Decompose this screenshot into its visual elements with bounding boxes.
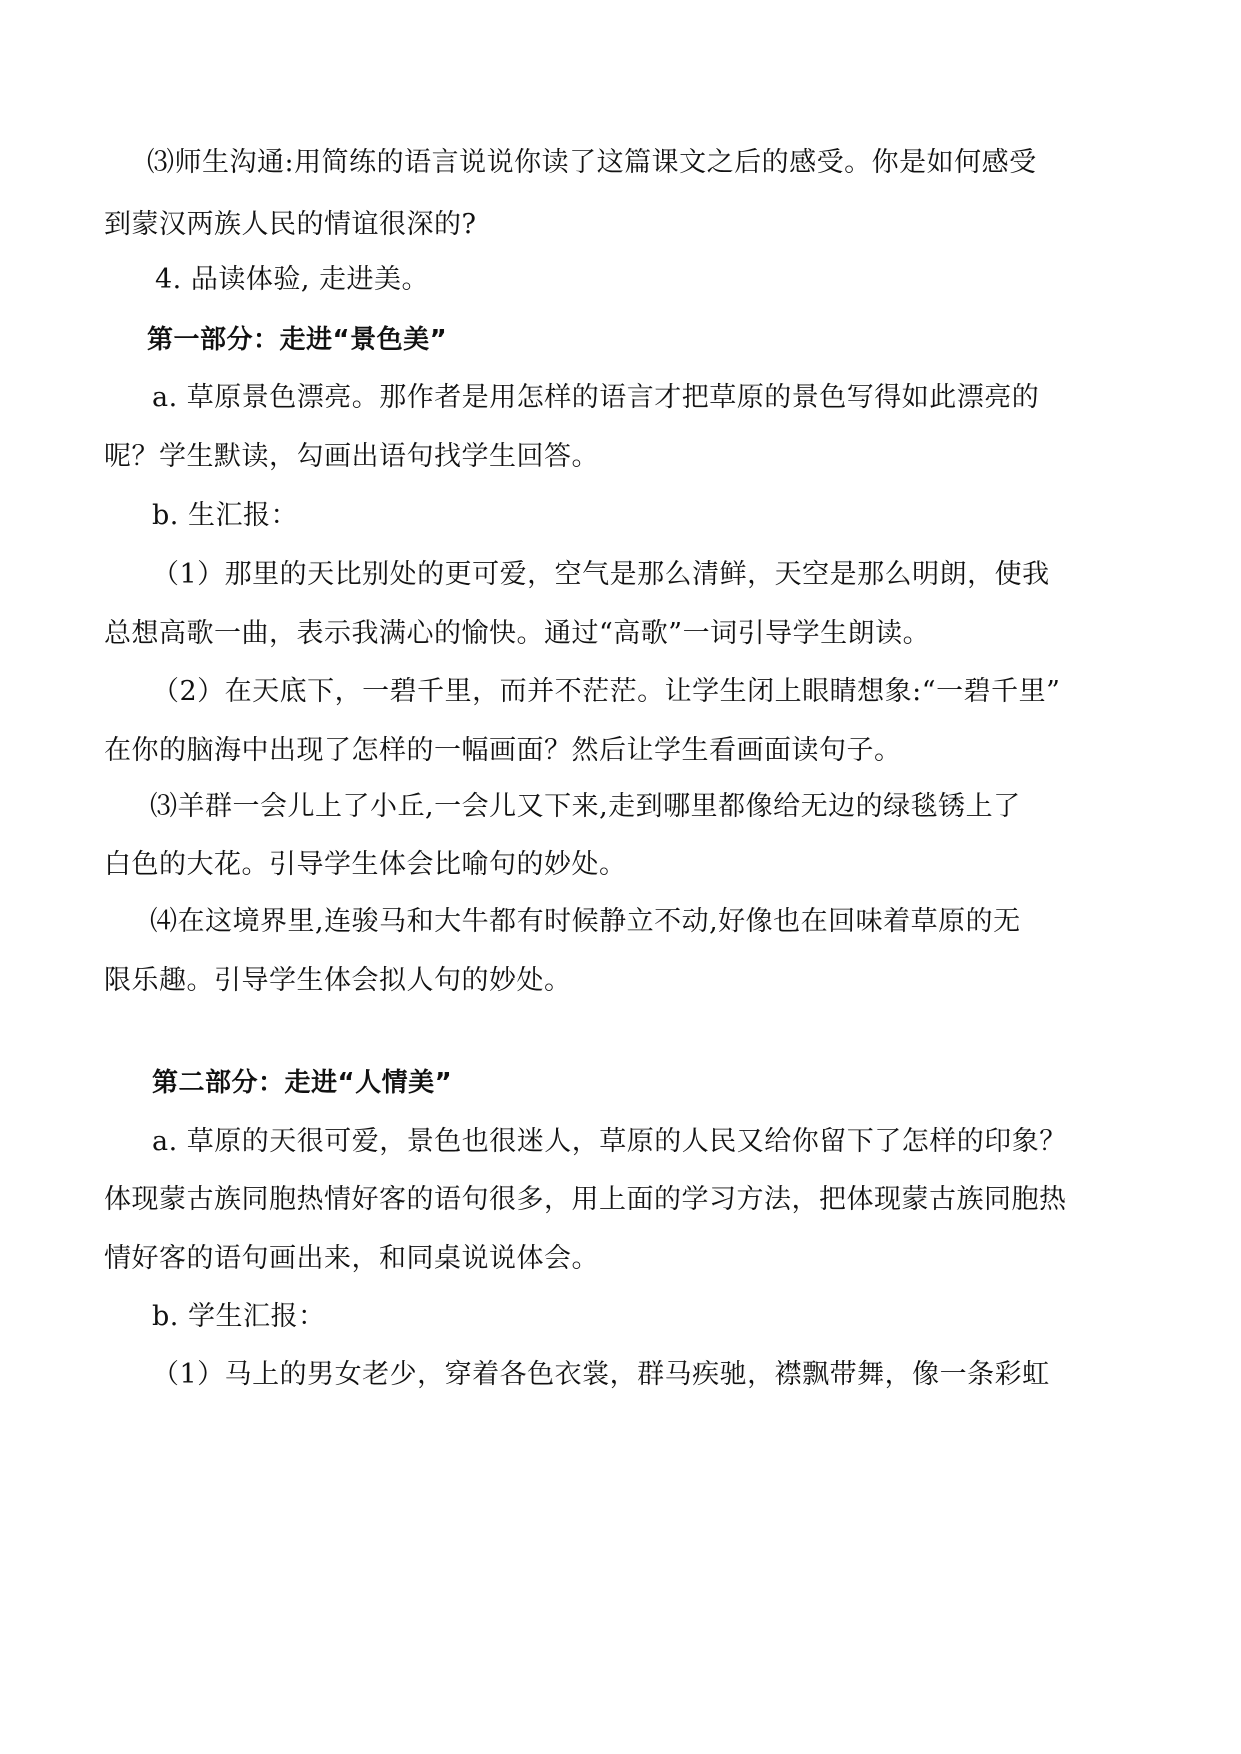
paragraph-line: 白色的大花。引导学生体会比喻句的妙处。 [104, 849, 627, 880]
section-heading-scenery: 第一部分：走进“景色美” [147, 325, 448, 355]
paragraph-line: 限乐趣。引导学生体会拟人句的妙处。 [104, 965, 572, 996]
paragraph-line: 呢？学生默读，勾画出语句找学生回答。 [104, 441, 599, 472]
paragraph-line: b. 学生汇报： [152, 1301, 326, 1332]
paragraph-line: 到蒙汉两族人民的情谊很深的? [104, 209, 477, 240]
paragraph-line: ⑶师生沟通:用简练的语言说说你读了这篇课文之后的感受。你是如何感受 [147, 147, 1037, 178]
paragraph-line: 4. 品读体验, 走进美。 [155, 264, 430, 295]
paragraph-line: 在你的脑海中出现了怎样的一幅画面？然后让学生看画面读句子。 [104, 735, 902, 766]
paragraph-line: 情好客的语句画出来，和同桌说说体会。 [104, 1243, 599, 1274]
paragraph-line: a. 草原的天很可爱，景色也很迷人，草原的人民又给你留下了怎样的印象？ [152, 1126, 1067, 1157]
paragraph-line: b. 生汇报： [152, 500, 298, 531]
paragraph-line: a. 草原景色漂亮。那作者是用怎样的语言才把草原的景色写得如此漂亮的 [152, 382, 1040, 413]
paragraph-line: ⑷在这境界里,连骏马和大牛都有时候静立不动,好像也在回味着草原的无 [150, 906, 1021, 937]
section-heading-people: 第二部分：走进“人情美” [152, 1068, 453, 1098]
paragraph-line: （1）马上的男女老少，穿着各色衣裳，群马疾驰，襟飘带舞，像一条彩虹 [152, 1359, 1050, 1390]
paragraph-line: （2）在天底下，一碧千里，而并不茫茫。让学生闭上眼睛想象:“一碧千里” [152, 676, 1061, 707]
paragraph-line: ⑶羊群一会儿上了小丘,一会儿又下来,走到哪里都像给无边的绿毯锈上了 [150, 791, 1021, 822]
paragraph-line: 体现蒙古族同胞热情好客的语句很多，用上面的学习方法，把体现蒙古族同胞热 [104, 1184, 1067, 1215]
paragraph-line: 总想高歌一曲，表示我满心的愉快。通过“高歌”一词引导学生朗读。 [104, 618, 931, 649]
paragraph-line: （1）那里的天比别处的更可爱，空气是那么清鲜，天空是那么明朗，使我 [152, 559, 1050, 590]
